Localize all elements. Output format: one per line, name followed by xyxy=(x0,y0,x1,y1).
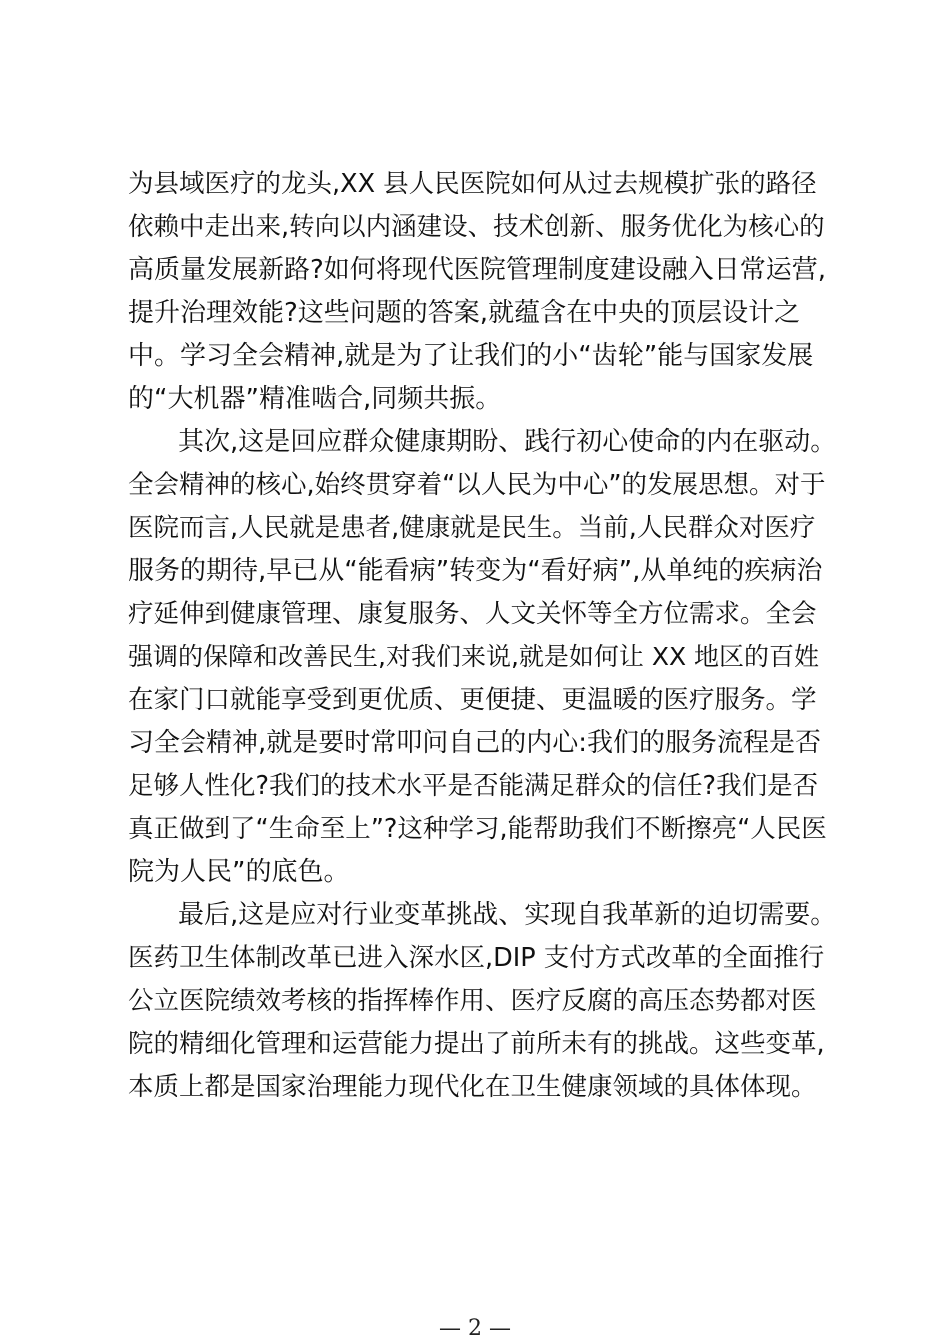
text-line: 服务的期待,早已从“能看病”转变为“看好病”,从单纯的疾病治 xyxy=(128,556,823,586)
text-line: 本质上都是国家治理能力现代化在卫生健康领域的具体体现。 xyxy=(128,1072,817,1102)
page-number: — 2 — xyxy=(439,1316,511,1341)
text-line: 公立医院绩效考核的指挥棒作用、医疗反腐的高压态势都对医 xyxy=(128,986,817,1016)
text-line: 真正做到了“生命至上”?这种学习,能帮助我们不断擦亮“人民医 xyxy=(128,814,827,844)
text-line: 院的精细化管理和运营能力提出了前所未有的挑战。这些变革, xyxy=(128,1029,825,1059)
text-line: 在家门口就能享受到更优质、更便捷、更温暖的医疗服务。学 xyxy=(128,685,817,715)
text-line: 的“大机器”精准啮合,同频共振。 xyxy=(128,384,502,414)
text-line: 院为人民”的底色。 xyxy=(128,857,350,887)
text-line: 提升治理效能?这些问题的答案,就蕴含在中央的顶层设计之 xyxy=(128,298,801,328)
text-line: 强调的保障和改善民生,对我们来说,就是如何让 XX 地区的百姓 xyxy=(128,642,820,671)
text-line: 足够人性化?我们的技术水平是否能满足群众的信任?我们是否 xyxy=(128,771,819,801)
paragraph-first-line: 最后,这是应对行业变革挑战、实现自我革新的迫切需要。 xyxy=(178,900,837,930)
text-line: 为县域医疗的龙头,XX 县人民医院如何从过去规模扩张的路径 xyxy=(128,169,817,199)
text-line: 依赖中走出来,转向以内涵建设、技术创新、服务优化为核心的 xyxy=(128,212,825,242)
text-line: 医院而言,人民就是患者,健康就是民生。当前,人民群众对医疗 xyxy=(128,513,816,543)
text-line: 医药卫生体制改革已进入深水区,DIP 支付方式改革的全面推行 xyxy=(128,943,825,973)
text-line: 高质量发展新路?如何将现代医院管理制度建设融入日常运营, xyxy=(128,255,827,285)
text-line: 疗延伸到健康管理、康复服务、人文关怀等全方位需求。全会 xyxy=(128,599,817,629)
text-line: 全会精神的核心,始终贯穿着“以人民为中心”的发展思想。对于 xyxy=(128,470,826,500)
text-line: 习全会精神,就是要时常叩问自己的内心:我们的服务流程是否 xyxy=(128,728,822,758)
text-line: 中。学习全会精神,就是为了让我们的小“齿轮”能与国家发展 xyxy=(128,341,814,371)
paragraph-first-line: 其次,这是回应群众健康期盼、践行初心使命的内在驱动。 xyxy=(178,427,837,457)
